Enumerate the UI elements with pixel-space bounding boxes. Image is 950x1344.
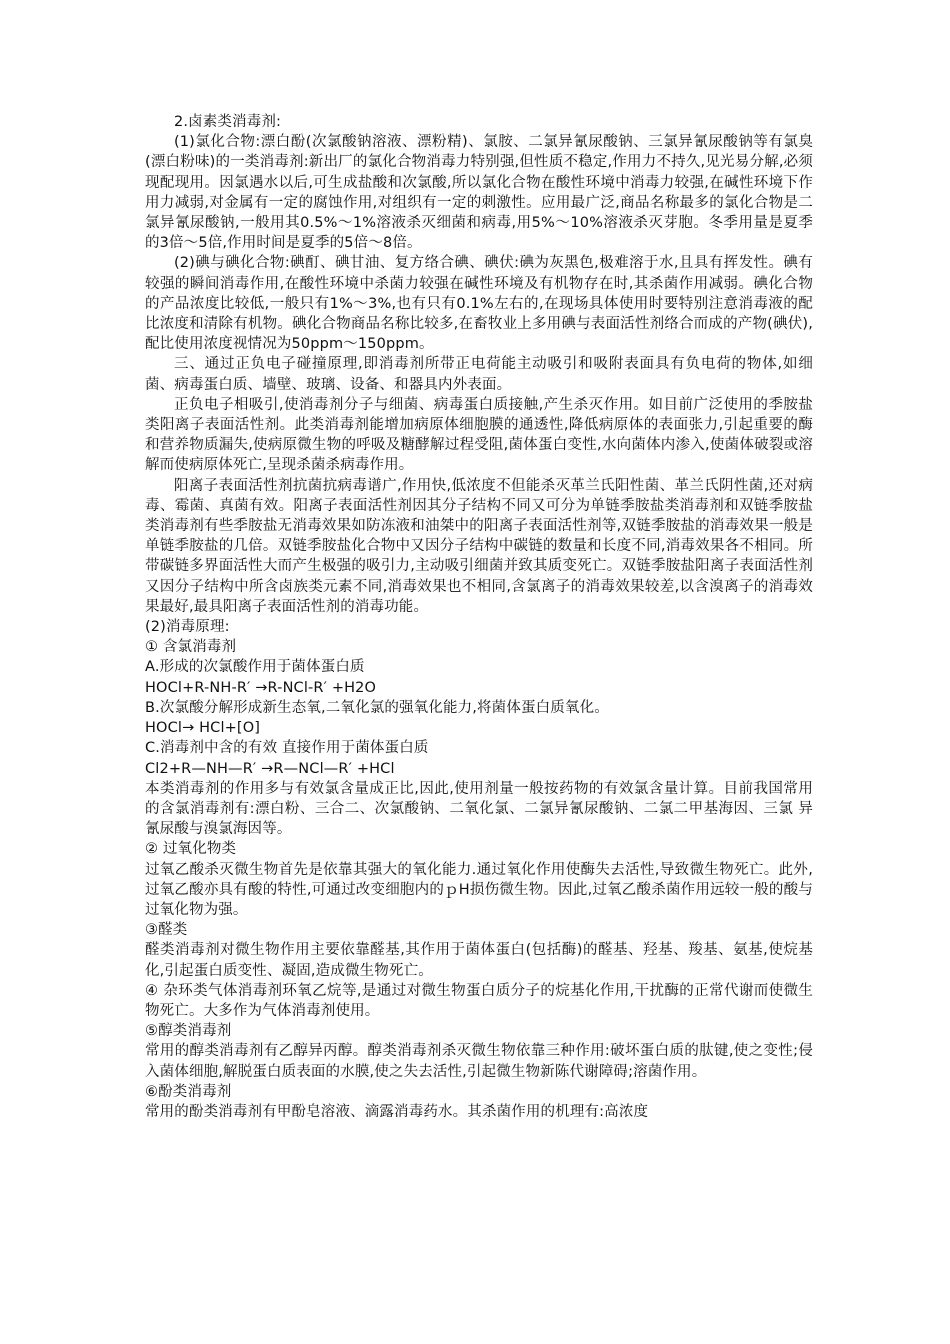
paragraph-aldehydes: 醛类消毒剂对微生物作用主要依靠醛基,其作用于菌体蛋白(包括酶)的醛基、羟基、羧基、氨基,使烷基化,引起蛋白质变性、凝固,造成微生物死亡。 bbox=[145, 942, 813, 979]
line-b: B.次氯酸分解形成新生态氧,二氧化氯的强氧化能力,将菌体蛋白质氧化。 bbox=[145, 699, 609, 716]
paragraph-chlorine-compounds: (1)氯化合物:漂白酚(次氯酸钠溶液、漂粉精)、氯胺、二氯异氰尿酸钠、三氯异氰尿酸钠等有氯臭(漂白粉味)的一类消毒剂:新出厂的氯化合物消毒力特别强,但性质不稳定,作用力不持久,见光易分解,必须现配现用。因氯遇水以后,可生成盐酸和次氯酸,所以氯化合物在酸性环境中消毒力较强,在碱性环境下作用力减弱,对金属有一定的腐蚀作用,对组织有一定的刺激性。应用最广泛,商品名称最多的氯化合物是二氯异氰尿酸钠,一般用其0.5%～1%溶液杀灭细菌和病毒,用5%～10%溶液杀灭芽胞。冬季用量是夏季的3倍～5倍,作用时间是夏季的5倍～8倍。 bbox=[145, 134, 813, 252]
paragraph-peroxides: 过氧乙酸杀灭微生物首先是依靠其强大的氧化能力.通过氧化作用使酶失去活性,导致微生物死亡。此外,过氧乙酸亦具有酸的特性,可通过改变细胞内的ｐH损伤微生物。因此,过氧乙酸杀菌作用远较一般的酸与过氧化物为强。 bbox=[145, 861, 813, 918]
item-heading-aldehydes: ③醛类 bbox=[145, 922, 188, 939]
paragraph-heterocyclic: ④ 杂环类气体消毒剂环氧乙烷等,是通过对微生物蛋白质分子的烷基化作用,干扰酶的正常代谢而使微生物死亡。大多作为气体消毒剂使用。 bbox=[145, 982, 813, 1019]
document-body bbox=[145, 112, 813, 1122]
paragraph-charge-principle: 三、通过正负电子碰撞原理,即消毒剂所带正电荷能主动吸引和吸附表面具有负电荷的物体,如细菌、病毒蛋白质、墙壁、玻璃、设备、和器具内外表面。 bbox=[145, 356, 813, 393]
item-heading-chlorine: ① 含氯消毒剂 bbox=[145, 639, 237, 656]
item-heading-peroxides: ② 过氧化物类 bbox=[145, 841, 237, 858]
item-heading-alcohols: ⑤醇类消毒剂 bbox=[145, 1023, 232, 1040]
section-heading: 2.卤素类消毒剂: bbox=[174, 114, 282, 130]
formula-3: Cl2+R—NH—R′ →R—NCl—R′ +HCl bbox=[145, 760, 395, 777]
line-a: A.形成的次氯酸作用于菌体蛋白质 bbox=[145, 659, 365, 676]
paragraph-chlorine-summary: 本类消毒剂的作用多与有效氯含量成正比,因此,使用剂量一般按药物的有效氯含量计算。目前我国常用的含氯消毒剂有:漂白粉、三合二、次氯酸钠、二氧化氯、二氯异氰尿酸钠、二氯二甲基海因、三氯 异氰尿酸与溴氯海因等。 bbox=[145, 780, 813, 838]
paragraph-electron-attraction: 正负电子相吸引,使消毒剂分子与细菌、病毒蛋白质接触,产生杀灭作用。如目前广泛使用的季胺盐类阳离子表面活性剂。此类消毒剂能增加病原体细胞膜的通透性,降低病原体的表面张力,引起重要的酶和营养物质漏失,使病原微生物的呼吸及糖酵解过程受阻,菌体蛋白变性,水向菌体内渗入,使菌体破裂或溶解而使病原体死亡,呈现杀菌杀病毒作用。 bbox=[145, 396, 813, 474]
paragraph-iodine-compounds: (2)碘与碘化合物:碘酊、碘甘油、复方络合碘、碘伏:碘为灰黑色,极难溶于水,且具有挥发性。碘有较强的瞬间消毒作用,在酸性环境中杀菌力较强在碱性环境及有机物存在时,其杀菌作用减弱。碘化合物的产品浓度比较低,一般只有1%～3%,也有只有0.1%左右的,在现场具体使用时要特别注意消毒液的配比浓度和清除有机物。碘化合物商品名称比较多,在畜牧业上多用碘与表面活性剂络合而成的产物(碘伏),配比使用浓度视情况为50ppm～150ppm。 bbox=[145, 255, 813, 353]
line-c: C.消毒剂中含的有效 直接作用于菌体蛋白质 bbox=[145, 740, 429, 757]
item-heading-phenols: ⑥酚类消毒剂 bbox=[145, 1083, 232, 1100]
paragraph-alcohols: 常用的醇类消毒剂有乙醇异丙醇。醇类消毒剂杀灭微生物依靠三种作用:破坏蛋白质的肽键,使之变性;侵入菌体细胞,解脱蛋白质表面的水膜,使之失去活性,引起微生物新陈代谢障碍;溶菌作用。 bbox=[145, 1043, 813, 1080]
paragraph-cationic-surfactant: 阳离子表面活性剂抗菌抗病毒谱广,作用快,低浓度不但能杀灭革兰氏阳性菌、革兰氏阴性菌,还对病毒、霉菌、真菌有效。阳离子表面活性剂因其分子结构不同又可分为单链季胺盐类消毒剂和双链季胺盐类消毒剂有些季胺盐无消毒效果如防冻液和油桀中的阳离子表面活性剂等,双链季胺盐的消毒效果一般是单链季胺盐的几倍。双链季胺盐化合物中又因分子结构中碳链的数量和长度不同,消毒效果各不相同。所带碳链多界面活性大而产生极强的吸引力,主动吸引细菌并致其质变死亡。双链季胺盐阳离子表面活性剂又因分子结构中所含卤族类元素不同,消毒效果也不相同,含氯离子的消毒效果较差,以含溴离子的消毒效果最好,最具阳离子表面活性剂的消毒功能。 bbox=[145, 477, 813, 615]
paragraph-phenols: 常用的酚类消毒剂有甲酚皂溶液、滴露消毒药水。其杀菌作用的机理有:高浓度 bbox=[145, 1103, 649, 1120]
formula-2: HOCl→ HCl+[O] bbox=[145, 720, 261, 737]
formula-1: HOCl+R-NH-R′ →R-NCl-R′ +H2O bbox=[145, 679, 377, 696]
subheading-disinfection-principle: (2)消毒原理: bbox=[145, 619, 230, 636]
